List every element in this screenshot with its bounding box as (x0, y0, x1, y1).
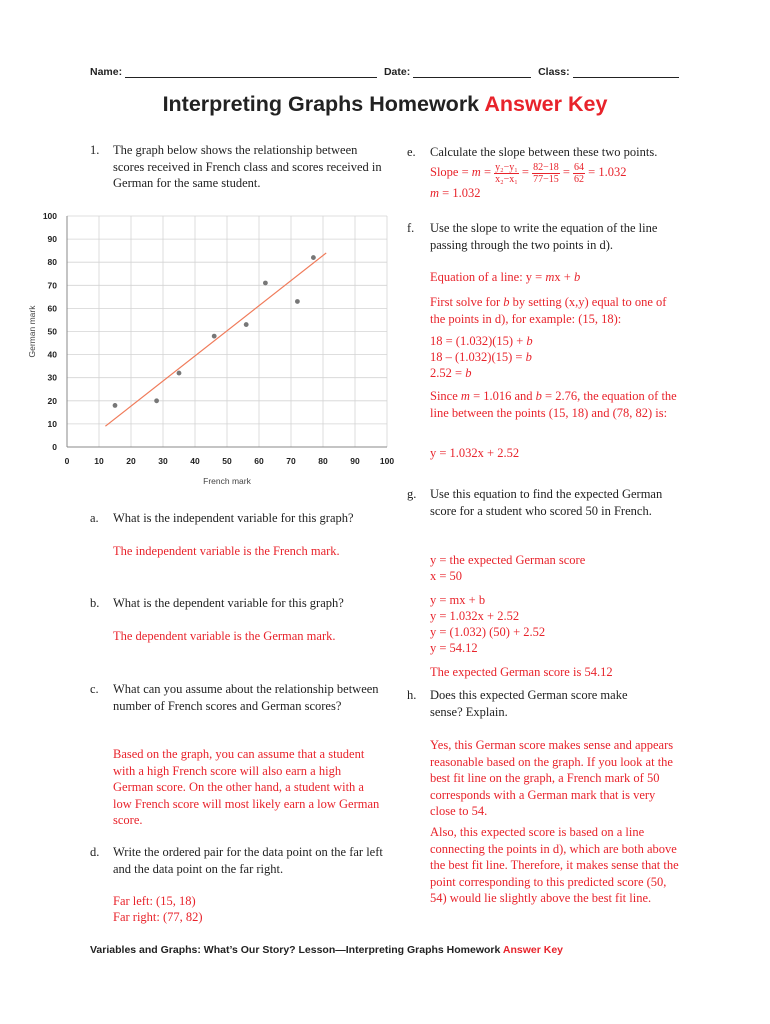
y-tick-label: 30 (47, 372, 57, 383)
eq-line-mid: x + (554, 270, 574, 284)
qc-question: What can you assume about the relationship between number of French scores and German scores? (113, 682, 379, 713)
qh-label: h. (407, 688, 417, 702)
y-tick-label: 0 (52, 442, 57, 452)
qh-question: Does this expected German score make sense? Explain. (430, 688, 628, 719)
frac3-top: 64 (574, 161, 585, 173)
m-value: = 1.032 (442, 186, 481, 200)
qa-answer: The independent variable is the French mark. (113, 544, 340, 558)
frac2-top: 82−18 (533, 161, 559, 173)
slope-prefix: Slope = (430, 165, 472, 179)
qg-calc1: y = mx + b (430, 593, 486, 607)
eq-line-prefix: Equation of a line: y = (430, 270, 546, 284)
qb-label: b. (90, 596, 100, 610)
x-tick-label: 70 (286, 456, 296, 466)
footer-main: Variables and Graphs: What’s Our Story? Lesson—Interpreting Graphs Homework (90, 944, 503, 956)
frac2-bot: 77−15 (533, 173, 559, 185)
data-point (244, 322, 249, 327)
qf-final: y = 1.032x + 2.52 (430, 446, 520, 460)
qe-question: Calculate the slope between these two points. (430, 145, 658, 159)
since-m: m (460, 389, 470, 403)
qg-calc4: y = 54.12 (430, 641, 478, 655)
class-label: Class: (538, 66, 570, 78)
step3-a: 2.52 = (430, 366, 466, 380)
name-label: Name: (90, 66, 123, 78)
x-tick-label: 100 (379, 456, 395, 466)
title-main: Interpreting Graphs Homework (162, 92, 480, 116)
qb-question: What is the dependent variable for this graph? (113, 596, 344, 610)
qd-label: d. (90, 845, 100, 859)
qf-since (430, 388, 680, 421)
qc-label: c. (90, 682, 99, 696)
data-point (311, 255, 316, 260)
x-tick-label: 30 (158, 456, 168, 466)
qd-question: Write the ordered pair for the data point on the far left and the data point on the far right. (113, 845, 383, 876)
name-blank[interactable] (125, 67, 377, 78)
data-point (177, 371, 182, 376)
eq-line-m: m (545, 270, 555, 284)
frac-result (573, 162, 585, 185)
x-tick-label: 90 (350, 456, 360, 466)
qa-label: a. (90, 511, 99, 525)
x-tick-label: 40 (190, 456, 200, 466)
qc-answer: Based on the graph, you can assume that a student with a high French score will also earn a high German score. On the other hand, a student with a low French score will most likely earn a low German score. (113, 747, 380, 827)
qg-calc2: y = 1.032x + 2.52 (430, 609, 520, 623)
slope-value: = 1.032 (585, 165, 627, 179)
x-tick-label: 80 (318, 456, 328, 466)
q1-number: 1. (90, 143, 100, 157)
step2-b: b (525, 350, 532, 364)
y-tick-label: 90 (47, 234, 57, 245)
eq-sign: = (559, 165, 574, 179)
slope-m: m (471, 165, 481, 179)
step3-b: b (465, 366, 472, 380)
title-accent: Answer Key (484, 92, 608, 116)
header-fields (90, 66, 679, 78)
frac1-top: y₂−y₁ (495, 161, 518, 173)
qg-line2: x = 50 (430, 569, 463, 583)
qf-question: Use the slope to write the equation of the line passing through the two points in d). (430, 221, 658, 252)
qa-question: What is the independent variable for this graph? (113, 511, 354, 525)
qf-step3 (430, 365, 471, 382)
y-tick-label: 10 (47, 418, 57, 429)
data-point (263, 281, 268, 286)
qf-solve (430, 294, 675, 327)
y-tick-label: 70 (47, 280, 57, 291)
qe-slope-formula (430, 158, 626, 186)
qf-step1 (430, 333, 533, 350)
step2-a: 18 – (1.032)(15) = (430, 350, 526, 364)
qg-question: Use this equation to find the expected German score for a student who scored 50 in French. (430, 487, 663, 518)
qg-line1: y = the expected German score (430, 553, 586, 567)
y-tick-label: 60 (47, 303, 57, 314)
since-3: = 2.76, the equation of the line between the points (15, 18) and (78, 82) is: (430, 389, 677, 420)
x-tick-label: 0 (64, 456, 70, 466)
eq-sign: = (518, 165, 533, 179)
x-axis-label: French mark (203, 476, 251, 486)
qe-label: e. (407, 145, 416, 159)
x-tick-label: 60 (254, 456, 264, 466)
qd-answer-left: Far left: (15, 18) (113, 894, 196, 908)
qe-m-result (430, 185, 480, 202)
x-tick-label: 50 (222, 456, 232, 466)
y-axis-label: German mark (27, 305, 37, 358)
solve-2: by setting (x,y) equal to one of the points in d), for example: (15, 18): (430, 295, 667, 326)
date-label: Date: (383, 66, 411, 78)
eq-sign: = (480, 165, 495, 179)
trend-line (105, 253, 326, 426)
since-2: = 1.016 and (469, 389, 536, 403)
frac-general (494, 162, 519, 185)
qh-answer1: Yes, this German score makes sense and appears reasonable based on the graph. If you look at the best fit line on the graph, a French mark of 50 corresponds with a German mark that is very close to 54. (430, 738, 674, 818)
qg-result: The expected German score is 54.12 (430, 665, 613, 679)
step1-a: 18 = (1.032)(15) + (430, 334, 527, 348)
solve-b: b (503, 295, 510, 309)
q1-text: The graph below shows the relationship between scores received in French class and scores received in German for the same student. (113, 143, 382, 190)
m-symbol: m (430, 186, 440, 200)
page-title (0, 92, 770, 117)
qg-calc3: y = (1.032) (50) + 2.52 (430, 625, 546, 639)
y-tick-label: 40 (47, 349, 57, 360)
x-tick-label: 20 (126, 456, 136, 466)
y-tick-label: 80 (47, 257, 57, 268)
eq-line-b: b (573, 270, 581, 284)
qg-label: g. (407, 487, 417, 501)
qb-answer: The dependent variable is the German mark. (113, 629, 336, 643)
date-blank[interactable] (413, 67, 531, 78)
scatter-chart (25, 208, 397, 490)
y-tick-label: 20 (47, 395, 57, 406)
since-1: Since (430, 389, 461, 403)
qf-eq-line (430, 269, 580, 286)
data-point (295, 299, 300, 304)
footer (90, 944, 563, 956)
y-tick-label: 50 (47, 326, 57, 337)
qh-answer2: Also, this expected score is based on a line connecting the points in d), which are both above the best fit line. Therefore, it makes sense that the point corresponding to this predicted score (50, 54) would lie slightly above the best fit line. (430, 825, 679, 905)
data-point (113, 403, 118, 408)
class-blank[interactable] (573, 67, 679, 78)
data-point (154, 398, 159, 403)
frac-values (532, 162, 560, 185)
data-point (212, 334, 217, 339)
x-tick-label: 10 (94, 456, 104, 466)
frac3-bot: 62 (574, 173, 585, 185)
qf-step2 (430, 349, 532, 366)
footer-accent: Answer Key (502, 944, 563, 956)
chart-ticks (43, 211, 395, 466)
since-b: b (535, 389, 542, 403)
step1-b: b (526, 334, 533, 348)
qd-answer-right: Far right: (77, 82) (113, 910, 203, 924)
y-tick-label: 100 (42, 211, 57, 221)
qf-label: f. (407, 221, 415, 235)
solve-1: First solve for (430, 295, 504, 309)
frac1-bot: x₂−x₁ (495, 173, 518, 185)
